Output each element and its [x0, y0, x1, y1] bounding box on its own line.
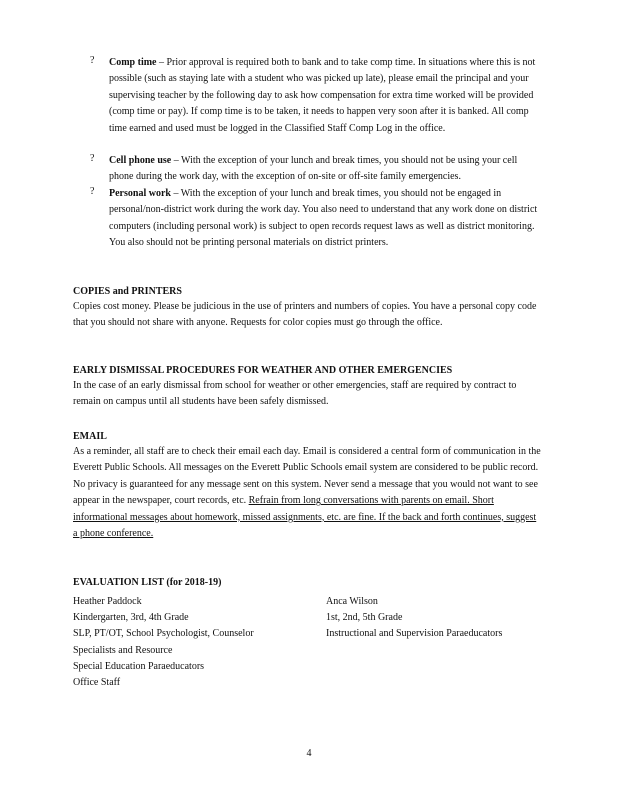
- email-text: As a reminder, all staff are to check their email each day. Email is considered a central form of communication in the Everett Public Schools. All messages on the Everett Public Schools email system are considered to be public record. No privacy is guaranteed for any message sent on this system. Never send a message that you would not want to see appear in the newspaper, court records, etc.: [73, 446, 541, 507]
- evaluator-name: Heather Paddock: [73, 596, 142, 607]
- evaluator-name: Anca Wilson: [326, 596, 378, 607]
- section-email: [73, 430, 543, 542]
- section-evaluation: [73, 576, 543, 689]
- evaluator-left: [73, 594, 254, 691]
- bullet-marker: ?: [90, 186, 95, 197]
- evaluator-line: Instructional and Supervision Paraeducators: [326, 628, 503, 640]
- bullet-text: [109, 186, 541, 252]
- section-text: In the case of an early dismissal from school for weather or other emergencies, staff are required by contract to remain on campus until all students have been safely dismissed.: [73, 380, 517, 408]
- section-early-dismissal: [73, 364, 543, 411]
- section-heading: EMAIL: [73, 431, 107, 442]
- evaluator-grades: 1st, 2nd, 5th Grade: [326, 612, 403, 624]
- section-heading: EVALUATION LIST (for 2018-19): [73, 577, 222, 588]
- bullet-label: Cell phone use: [109, 155, 172, 166]
- bullet-body: – Prior approval is required both to bank and to take comp time. In situations where this is not possible (such as staying late with a student who was picked up late), please email the principal and your supervising teacher by the following day to ask how compensation for extra time worked will be provided (comp time or pay). If comp time is to be taken, it needs to happen very soon after it is banked. All comp time earned and used must be logged in the Classified Staff Comp Log in the office.: [109, 57, 536, 134]
- evaluator-line: Office Staff: [73, 677, 121, 689]
- evaluator-line: Specialists and Resource: [73, 644, 173, 656]
- bullet-label: Comp time: [109, 57, 157, 68]
- bullet-marker: ?: [90, 55, 95, 66]
- evaluator-right: [326, 594, 502, 643]
- bullet-text: [109, 55, 541, 137]
- section-text: Copies cost money. Please be judicious in the use of printers and numbers of copies. You have a personal copy code that you should not share with anyone. Requests for color copies must go through the office.: [73, 301, 537, 329]
- email-underlined-text: Refrain from long conversations with parents on email. Short informational messages about homework, missed assignments, etc. are fine. If the back and forth continues, suggest a phone conference.: [73, 495, 537, 540]
- bullet-text: [109, 153, 541, 186]
- evaluator-line: Special Education Paraeducators: [73, 660, 205, 672]
- section-heading: COPIES and PRINTERS: [73, 286, 182, 297]
- evaluator-line: SLP, PT/OT, School Psychologist, Counselor: [73, 628, 254, 640]
- section-heading: EARLY DISMISSAL PROCEDURES FOR WEATHER AND OTHER EMERGENCIES: [73, 365, 453, 376]
- page-number: 4: [306, 748, 312, 759]
- section-text: [73, 444, 543, 542]
- bullet-body: – With the exception of your lunch and break times, you should not be engaged in personal/non-district work during the work day. You also need to understand that any work done on district computers (including personal work) is subject to open records request laws as well as district monitoring. You also should not be printing personal materials on district printers.: [109, 188, 538, 249]
- bullet-label: Personal work: [109, 188, 171, 199]
- evaluator-grades: Kindergarten, 3rd, 4th Grade: [73, 612, 189, 624]
- bullet-body: – With the exception of your lunch and break times, you should not be using your cell phone during the work day, with the exception of on-site or off-site family emergencies.: [109, 155, 518, 183]
- bullet-marker: ?: [90, 153, 95, 164]
- section-copies: [73, 285, 543, 332]
